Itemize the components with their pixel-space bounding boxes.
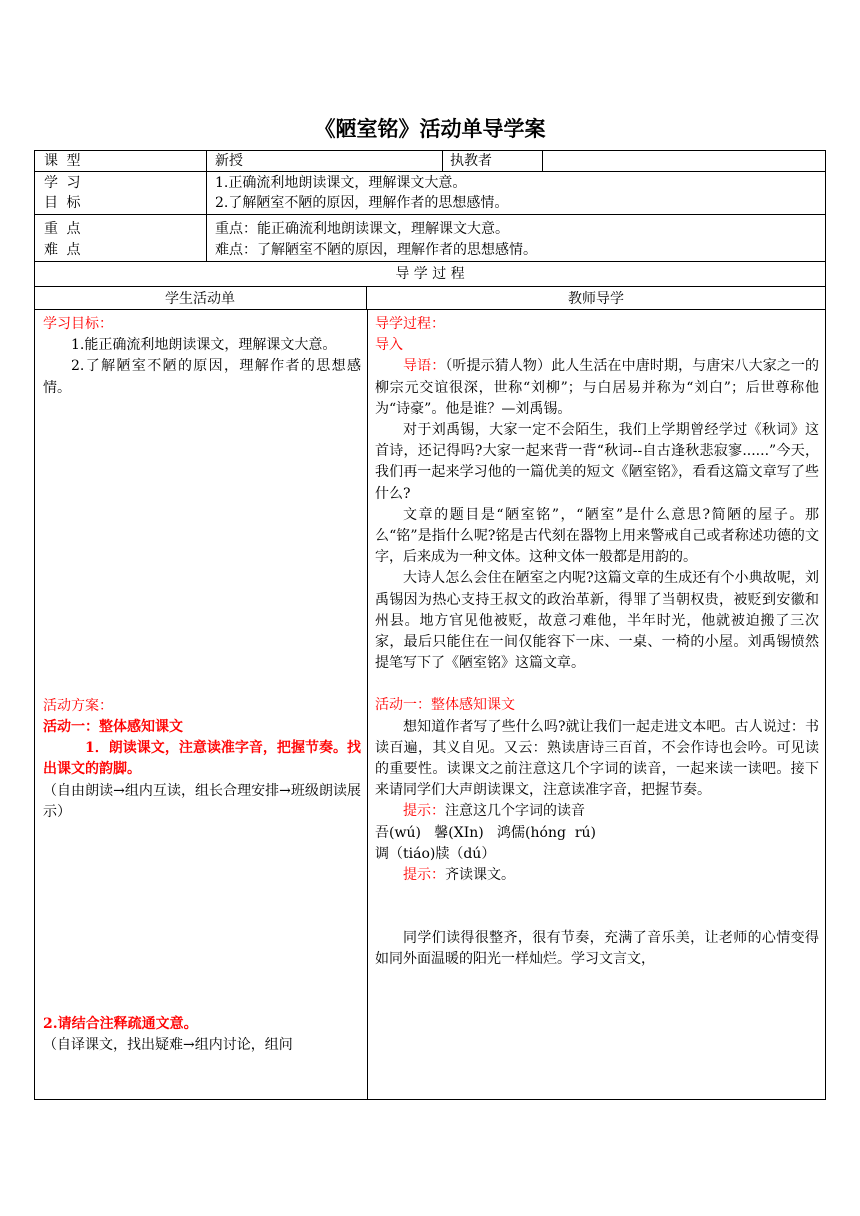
hint-label-2: 提示： (403, 867, 445, 884)
right-process-title: 导学过程： (375, 316, 445, 332)
right-paragraph-3: 文章的题目是“陋室铭”，“陋室”是什么意思?简陋的屋子。那么“铭”是指什么呢?铭是古代刻在器物上用来警戒自己或者称述功德的文字，后来成为一种文体。这种文体一般都是用韵的。 (375, 506, 819, 566)
lead-label: 导语： (403, 358, 446, 375)
student-column (43, 314, 361, 1056)
left-activity1-item2: 2.请结合注释疏通文意。 (43, 1016, 198, 1033)
teacher-label-cell: 执教者 (450, 153, 492, 169)
key-point: 重点：能正确流利地朗读课文，理解课文大意。 (215, 221, 509, 237)
column-student-header: 学生活动单 (165, 291, 235, 307)
process-title: 导 学 过 程 (395, 266, 465, 282)
hint-2-text: 齐读课文。 (445, 867, 515, 884)
right-paragraph-5: 想知道作者写了些什么吗?就让我们一起走进文本吧。古人说过：书读百遍，其义自见。又云：熟读唐诗三百首，不会作诗也会吟。可见读的重要性。读课文之前注意这几个字词的读音，一起来读一读吧。接下来请同学们大声朗读课文，注意读准字音，把握节奏。 (375, 718, 819, 799)
header-grid (34, 150, 826, 310)
left-activity1-item1-note: （自由朗读→组内互读，组长合理安排→班级朗读展示） (43, 782, 361, 820)
pinyin-line-1: 吾(wú) 馨(XIn) 鸿儒(hóng rú) (375, 824, 597, 841)
column-teacher-header: 教师导学 (568, 291, 624, 307)
goals-line-1: 1.正确流利地朗读课文，理解课文大意。 (215, 175, 467, 191)
hint-1-text: 注意这几个字词的读音 (445, 803, 585, 820)
pinyin-line-2: 调（tiáo)牍（dú） (375, 845, 496, 862)
right-paragraph-6: 同学们读得很整齐，很有节奏，充满了音乐美，让老师的心情变得如同外面温暖的阳光一样灿烂。学习文言文， (375, 930, 819, 968)
right-intro-title: 导入 (375, 337, 403, 354)
left-activity1-title: 活动一：整体感知课文 (43, 719, 183, 736)
key-label-2: 难 点 (44, 242, 83, 258)
course-type-label-cell: 课 型 (44, 153, 83, 169)
right-activity1-title: 活动一：整体感知课文 (375, 697, 515, 714)
left-activity1-item2-note: （自译课文，找出疑难→组内讨论，组问 (43, 1037, 293, 1054)
right-lead-paragraph (375, 356, 819, 420)
column-divider (367, 310, 368, 1099)
hint-label-1: 提示： (403, 803, 445, 820)
teacher-column (375, 314, 819, 971)
right-hint-1 (375, 801, 819, 822)
goals-label-1: 学 习 (44, 175, 83, 191)
right-hint-2 (375, 865, 819, 886)
course-type-value-cell: 新授 (215, 153, 243, 169)
content-area (34, 310, 826, 1100)
goals-line-2: 2.了解陋室不陋的原因，理解作者的思想感情。 (215, 195, 509, 211)
right-paragraph-2: 对于刘禹锡，大家一定不会陌生，我们上学期曾经学过《秋词》这首诗，还记得吗?大家一起来背一背“秋词--自古逢秋悲寂寥......”今天，我们再一起来学习他的一篇优美的短文《陋室铭》，看看这篇文章写了些什么? (375, 422, 819, 502)
page-title: 《陋室铭》活动单导学案 (314, 117, 546, 141)
left-goal-1: 1.能正确流利地朗读课文，理解课文大意。 (71, 337, 337, 354)
goals-label-2: 目 标 (44, 195, 83, 211)
right-paragraph-4: 大诗人怎么会住在陋室之内呢?这篇文章的生成还有个小典故呢，刘禹锡因为热心支持王叔文的政治革新，得罪了当朝权贵，被贬到安徽和州县。地方官见他被贬，故意刁难他，半年时光，他就被迫搬了三次家，最后只能住在一间仅能容下一床、一桌、一椅的小屋。刘禹锡愤然提笔写下了《陋室铭》这篇文章。 (375, 570, 819, 672)
left-goal-2: 2.了解陋室不陋的原因，理解作者的思想感情。 (43, 358, 361, 396)
difficult-point: 难点：了解陋室不陋的原因，理解作者的思想感情。 (215, 242, 537, 258)
left-activity1-item1: 1．朗读课文，注意读准字音，把握节奏。找出课文的韵脚。 (43, 740, 361, 778)
left-goals-title: 学习目标： (43, 316, 113, 332)
lead-text: （听提示猜人物）此人生活在中唐时期，与唐宋八大家之一的柳宗元交谊很深，世称“刘柳”；与白居易并称为“刘白”；后世尊称他为“诗豪”。他是谁？—刘禹锡。 (375, 358, 820, 417)
left-plan-title: 活动方案： (43, 697, 113, 714)
key-label-1: 重 点 (44, 221, 83, 237)
